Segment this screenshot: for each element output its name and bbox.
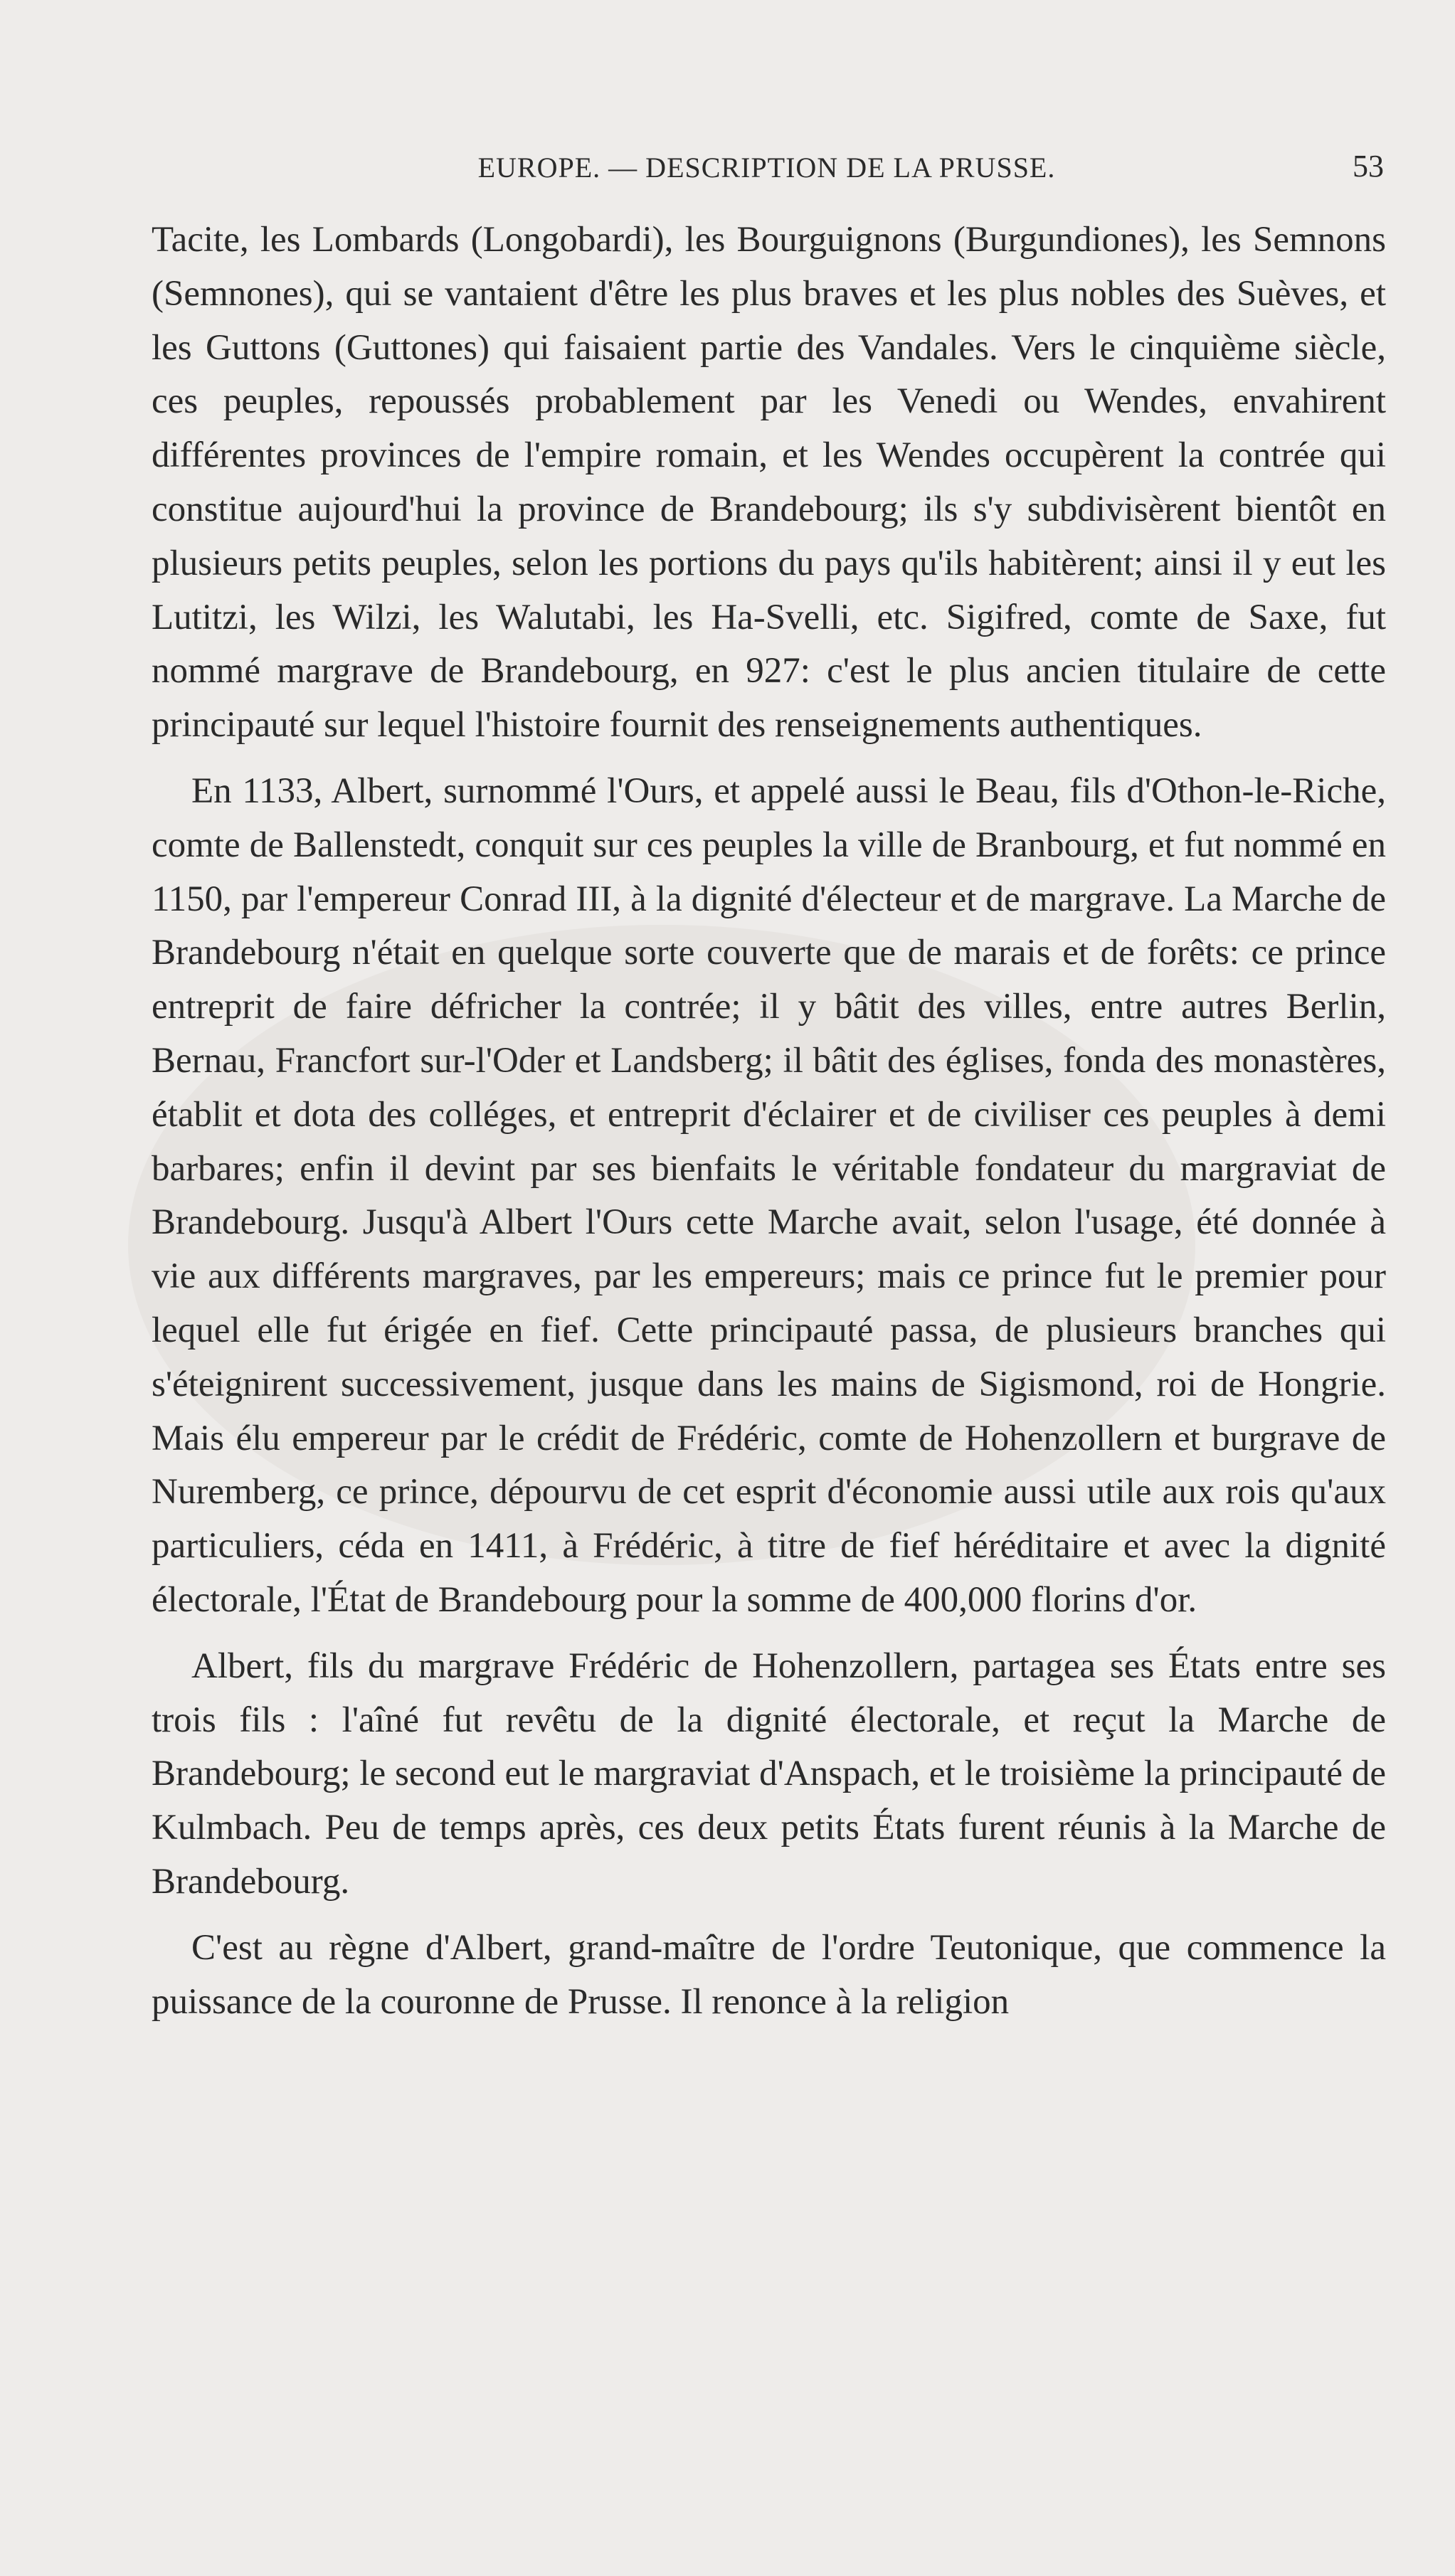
running-title: EUROPE. — DESCRIPTION DE LA PRUSSE. — [477, 152, 1056, 184]
paragraph-4: C'est au règne d'Albert, grand-maître de l'ordre Teutonique, que commence la puissance de la couronne de Prusse. Il renonce à la religion — [152, 1927, 1386, 2022]
page-header — [149, 141, 1384, 184]
page-number: 53 — [1353, 149, 1384, 184]
paragraph-3: Albert, fils du margrave Frédéric de Hohenzollern, partagea ses États entre ses trois fils : l'aîné fut revêtu de la dignité électorale, et reçut la Marche de Brandebourg; le second eut le margraviat d'Anspach, et le troisième la principauté de Kulmbach. Peu de temps après, ces deux petits États furent réunis à la Marche de Brandebourg. — [152, 1645, 1386, 1902]
paragraph-1: Tacite, les Lombards (Longobardi), les Bourguignons (Burgundiones), les Semnons (Semnones), qui se vantaient d'être les plus braves et les plus nobles des Suèves, et les Guttons (Guttones) qui faisaient partie des Vandales. Vers le cinquième siècle, ces peuples, repoussés probablement par les Venedi ou Wendes, envahirent différentes provinces de l'empire romain, et les Wendes occupèrent la contrée qui constitue aujourd'hui la province de Brandebourg; ils s'y subdivisèrent bientôt en plusieurs petits peuples, selon les portions du pays qu'ils habitèrent; ainsi il y eut les Lutitzi, les Wilzi, les Walutabi, les Ha-Svelli, etc. Sigifred, comte de Saxe, fut nommé margrave de Brandebourg, en 927: c'est le plus ancien titulaire de cette principauté sur lequel l'histoire fournit des renseignements authentiques. — [152, 220, 1386, 746]
body-text — [152, 213, 1386, 2041]
paragraph-2: En 1133, Albert, surnommé l'Ours, et appelé aussi le Beau, fils d'Othon-le-Riche, comte de Ballenstedt, conquit sur ces peuples la ville de Branbourg, et fut nommé en 1150, par l'empereur Conrad III, à la dignité d'électeur et de margrave. La Marche de Brandebourg n'était en quelque sorte couverte que de marais et de forêts: ce prince entreprit de faire défricher la contrée; il y bâtit des villes, entre autres Berlin, Bernau, Francfort sur-l'Oder et Landsberg; il bâtit des églises, fonda des monastères, établit et dota des colléges, et entreprit d'éclairer et de civiliser ces peuples à demi barbares; enfin il devint par ses bienfaits le véritable fondateur du margraviat de Brandebourg. Jusqu'à Albert l'Ours cette Marche avait, selon l'usage, été donnée à vie aux différents margraves, par les empereurs; mais ce prince fut le premier pour lequel elle fut érigée en fief. Cette principauté passa, de plusieurs branches qui s'éteignirent successivement, jusque dans les mains de Sigismond, roi de Hongrie. Mais élu empereur par le crédit de Frédéric, comte de Hohenzollern et burgrave de Nuremberg, ce prince, dépourvu de cet esprit d'économie aussi utile aux rois qu'aux particuliers, céda en 1411, à Frédéric, à titre de fief héréditaire et avec la dignité électorale, l'État de Brandebourg pour la somme de 400,000 florins d'or. — [152, 770, 1386, 1620]
